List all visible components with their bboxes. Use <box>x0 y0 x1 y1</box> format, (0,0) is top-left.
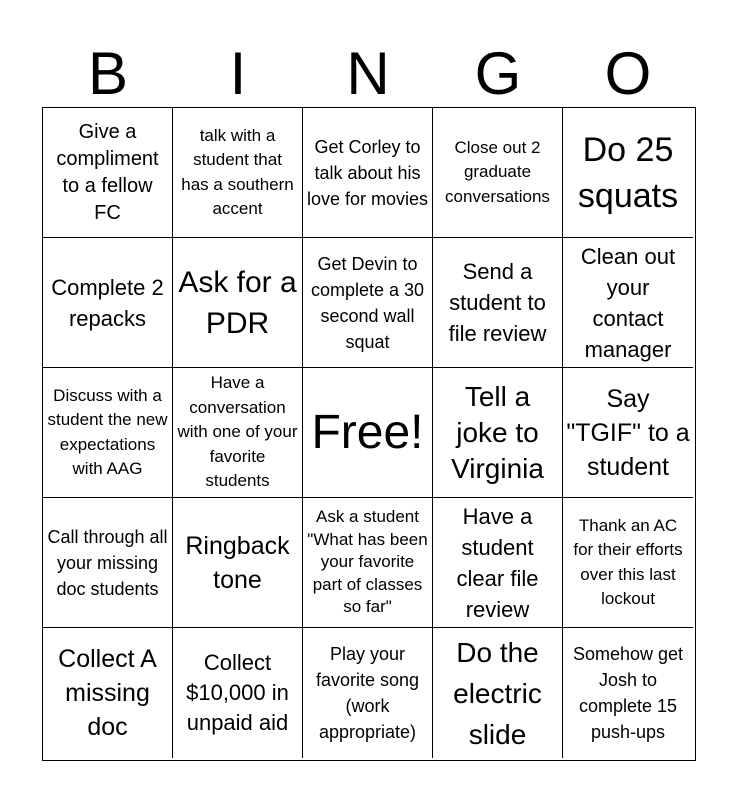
free-space-text: Free! <box>311 405 424 459</box>
cell-text: Discuss with a student the new expectations with AAG <box>47 385 168 478</box>
header-letter-b: B <box>87 40 129 107</box>
cell-text: Thank an AC for their efforts over this last lockout <box>573 515 683 608</box>
bingo-cell[interactable] <box>303 498 433 628</box>
bingo-cell[interactable] <box>303 108 433 238</box>
cell-text: talk with a student that has a southern accent <box>181 125 294 218</box>
bingo-cell[interactable] <box>563 368 693 498</box>
bingo-cell[interactable] <box>173 628 303 758</box>
bingo-cell[interactable] <box>43 108 173 238</box>
header-letter-n: N <box>346 40 390 107</box>
bingo-cell[interactable] <box>173 368 303 498</box>
bingo-cell[interactable] <box>563 238 693 368</box>
cell-text: Ask for a PDR <box>178 265 297 340</box>
cell-text: Get Devin to complete a 30 second wall squat <box>310 253 425 352</box>
bingo-cell[interactable] <box>563 498 693 628</box>
cell-text: Clean out your contact manager <box>580 243 676 362</box>
bingo-cell[interactable] <box>433 628 563 758</box>
bingo-cell[interactable] <box>563 108 693 238</box>
cell-text: Do the electric slide <box>453 636 542 750</box>
cell-text: Give a compliment to a fellow FC <box>56 120 159 224</box>
bingo-cell[interactable] <box>303 238 433 368</box>
bingo-cell[interactable] <box>43 628 173 758</box>
cell-text: Tell a joke to Virginia <box>451 380 544 484</box>
cell-text: Complete 2 repacks <box>51 274 164 331</box>
bingo-cell[interactable] <box>433 368 563 498</box>
cell-text: Get Corley to talk about his love for movies <box>306 136 429 209</box>
cell-text: Ask a student "What has been your favorite part of classes so far" <box>307 507 428 617</box>
cell-text: Have a student clear file review <box>456 503 539 622</box>
bingo-cell[interactable] <box>43 238 173 368</box>
bingo-cell[interactable] <box>303 628 433 758</box>
bingo-cell[interactable] <box>43 368 173 498</box>
bingo-cell[interactable] <box>43 498 173 628</box>
header-letter-i: I <box>229 40 247 107</box>
cell-text: Send a student to file review <box>448 259 547 346</box>
bingo-cell[interactable] <box>173 238 303 368</box>
bingo-cell[interactable] <box>563 628 693 758</box>
bingo-cell[interactable] <box>433 498 563 628</box>
cell-text: Ringback tone <box>185 531 290 594</box>
cell-text: Somehow get Josh to complete 15 push-ups <box>572 644 684 742</box>
bingo-card-grid <box>42 107 696 761</box>
cell-text: Close out 2 graduate conversations <box>445 137 550 206</box>
bingo-cell[interactable] <box>173 108 303 238</box>
cell-text: Collect $10,000 in unpaid aid <box>186 650 289 735</box>
cell-text: Do 25 squats <box>577 130 679 215</box>
cell-text: Say "TGIF" to a student <box>566 384 690 481</box>
cell-text: Play your favorite song (work appropriate) <box>315 644 420 742</box>
cell-text: Have a conversation with one of your favorite students <box>177 373 298 491</box>
bingo-cell[interactable] <box>173 498 303 628</box>
cell-text: Call through all your missing doc students <box>47 526 168 599</box>
bingo-cell[interactable] <box>433 238 563 368</box>
header-letter-o: O <box>604 40 652 107</box>
bingo-cell[interactable] <box>433 108 563 238</box>
bingo-header <box>43 40 693 108</box>
free-space[interactable] <box>303 368 433 498</box>
cell-text: Collect A missing doc <box>58 645 157 741</box>
header-letter-g: G <box>474 40 522 107</box>
